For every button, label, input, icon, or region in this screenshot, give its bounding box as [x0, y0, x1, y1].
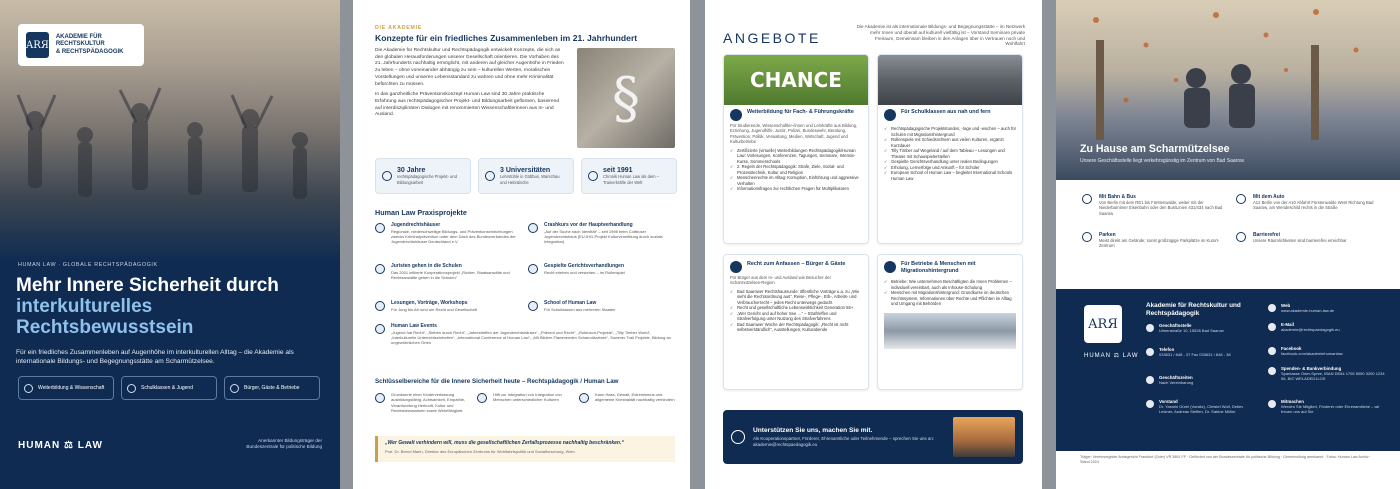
project-item: Crashkurs vor der Hauptverhandlung „Auf der Suche nach Identität“ – seit 1998 beim Cottbuser Jugendrechtshaus (EU-IHG-Projekt Kulturvermittlung durch soziale Integration)	[528, 222, 673, 245]
org-title: Akademie für Rechtskultur und Rechtspädagogik	[1146, 302, 1241, 317]
project-item: Lesungen, Vorträge, Workshops Für Jung bis Alt rund um Recht und Gesellschaft	[375, 300, 520, 312]
contact-board: Vorstand Dr. Yasmin Gürel (Vorsitz), Christel Wolf, Detlev Letzner, Andreas Steffen, Dr. Sabine Müller	[1146, 399, 1256, 414]
project-item: Juristen gehen in die Schulen Das 2001 initiierte Kooperationsprojekt „Richter, Staatsanwälte und Rechtsanwälte gehen in die Schulen“	[375, 263, 520, 280]
human-law-brand: HUMAN ⚖ LAW	[18, 440, 103, 451]
cover-headline: Mehr Innere Sicherheit durch	[16, 275, 279, 296]
chip-weiterbildung[interactable]: Weiterbildung & Wissenschaft	[18, 376, 114, 400]
cover-lead: Für ein friedliches Zusammenleben auf Augenhöhe im interkulturellen Alltag – die Akademie als internationale Bildungs- und Begegnungsstätte am Scharmützelsee.	[16, 349, 294, 365]
users-icon	[1146, 400, 1154, 408]
info-barrierefrei: Barrierefrei Unsere Räumlichkeiten sind barrierefrei erreichbar	[1236, 232, 1386, 243]
projects-title: Human Law Praxisprojekte	[375, 208, 467, 217]
contact-facebook[interactable]: Facebook facebook.com/akademiehumanlaw	[1268, 346, 1388, 356]
offers-title: ANGEBOTE	[723, 30, 821, 46]
project-item: Gespielte Gerichtsverhandlungen Recht erleben und verstehen – im Rollenspiel	[528, 263, 673, 275]
skating-image	[884, 313, 1016, 349]
autumn-leaves-illustration	[1056, 0, 1400, 140]
people-icon	[230, 384, 239, 393]
parking-icon	[1082, 232, 1092, 242]
school-icon	[127, 384, 136, 393]
graduation-icon	[730, 109, 742, 121]
clock-icon	[382, 171, 392, 181]
bank-icon	[1268, 367, 1276, 375]
chip-buerger[interactable]: Bürger, Gäste & Betriebe	[224, 376, 320, 400]
people-icon	[730, 261, 742, 273]
handshake-icon	[477, 393, 487, 403]
cover-kicker: HUMAN LAW · GLOBALE RECHTSPÄDAGOGIK	[18, 262, 158, 268]
offers-intro: Die Akademie ist als internationale Bildungs- und Begegnungsstätte – im Netzwerk mehr Innen und überall auf kulturell vielfältig ist – Vorstand Seminare private Freiraum, Gemeinsam bleiben in den Anlagen über in Vertrauen noch und Wohlfahrt	[856, 24, 1025, 47]
location-pin-icon	[1146, 324, 1154, 332]
academy-page	[353, 0, 690, 489]
mail-icon	[1268, 323, 1276, 331]
offer-card-weiterbildung[interactable]: CHANCE Weiterbildung für Fach- & Führungskräfte Für Studierende, Wissenschaftler-/innen und Lehrkräfte aus Bildung, Erziehung, Jugendhilfe, Justiz, Polizei, Bundeswehr, Beratung, Prävention, Politik, Verwaltung, Medien, Wirtschaft, Jugend und Kulturbetriebe ✓ Zertifizierte (virtuelle) Weiterbildungen Rechtspädagogik/Human Law: Vorlesungen, Konferenzen, Tagungen, Seminare, Intensiv-Kurse, Sommerschools ✓ 2. Regeln der Rechtspädagogik: Strafe, Ziele, Sozial- und Prozesstechnik, Kultur und Religion ✓ Menschenrechte im Alltag: Korruption, Einführung und aggressive Verhalten ✓ Informationsfragen zur rechtlichen Fragen für Multiplikatoren	[723, 54, 869, 244]
academy-logo[interactable]	[18, 24, 144, 66]
shield-icon	[579, 393, 589, 403]
facebook-icon	[1268, 347, 1276, 355]
info-parken: Parken Meist direkt am Gelände; sonst großzügige Parkplätze im Kurort-Zentrum	[1082, 232, 1232, 249]
contact-web[interactable]: Web www.akademie-human-law.de	[1268, 303, 1388, 313]
train-icon	[1082, 194, 1092, 204]
lake-couple-photo	[1056, 0, 1400, 180]
lightbulb-icon	[375, 301, 385, 311]
stat-years: 30 Jahre rechtspädagogische Projekt- und Bildungsarbeit	[375, 158, 471, 194]
users-icon	[375, 324, 385, 334]
school-icon	[884, 109, 896, 121]
section-kicker: DIE AKADEMIE	[375, 25, 423, 31]
chance-image: CHANCE	[724, 55, 868, 105]
house-icon	[375, 223, 385, 233]
contact-phone[interactable]: Telefon 033631 / 848 - 37 Fax 033631 / 848 - 38	[1146, 347, 1256, 357]
contact-email[interactable]: E-Mail akademie@rechtspaedagogik.eu	[1268, 322, 1388, 332]
heart-icon	[375, 393, 385, 403]
cover-page	[0, 0, 340, 489]
heart-icon	[731, 430, 745, 444]
location-title: Zu Hause am Scharmützelsee	[1080, 143, 1230, 155]
support-banner[interactable]: Unterstützen Sie uns, machen Sie mit. Als Kooperationspartner, Förderer, Ehrenamtliche oder Teilnehmende – sprechen Sie uns an: akademie@rechtspaedagogik.eu	[723, 410, 1023, 464]
location-subtitle: Unsere Geschäftsstelle liegt verkehrsgünstig im Zentrum von Bad Saarow.	[1080, 158, 1245, 164]
sunset-image	[953, 417, 1015, 457]
handshake-icon	[1268, 400, 1276, 408]
footer-brand: HUMAN ⚖ LAW	[1084, 353, 1139, 359]
key-area: Kann Hass, Gewalt, Extremismus und allgemeine Kriminalität nachhaltig verhindern	[579, 392, 675, 403]
offers-page	[705, 0, 1042, 489]
stat-universities: 3 Universitäten Lehrstühle in Göttbus, Warschau und Hebräische	[478, 158, 574, 194]
info-auto: Mit dem Auto A12 Berlin von der A10 Abfahrt Fürstenwalde West Richtung Bad Saarow, am Wendeschild rechts in die Straße	[1236, 194, 1386, 211]
contact-join: Mitmachen Werden Sie Mitglied, Förderer oder Ehrenamtliche – wir freuen uns auf Sie	[1268, 399, 1388, 414]
classroom-image	[878, 55, 1022, 105]
key-area: Grundwerte einer Kinderverfassung ausbildungsfähig, Achtsamkeit, Empathie, Verantwortung Herkunft, Kultur und Rechtsbewusstsein sowie Wehrfähigkeit.	[375, 392, 467, 414]
scale-icon	[375, 264, 385, 274]
offer-card-betriebe[interactable]: Für Betriebe & Menschen mit Migrationshintergrund ✓ Betriebe: Wie unternehmen Beschäftigten die Innen Problemen – individuell vereinbart, auch als Inhouse-Schulung ✓ Menschen mit Migrationshintergrund: Grundkurse im deutschen Rechtssystem, Informationen über Rechte und Pflichten im Alltag und Umgang mit Behörden	[877, 254, 1023, 390]
intro-text: Die Akademie für Rechtskultur und Rechtspädagogik entwickelt Konzepte, die sich an den globalen Herausforderungen unserer Gesellschaft orientieren. Die Vorhaben des 21. Jahrhunderts nachhaltig ermöglicht, mit anderen auf gleicher Augenhöhe in Frieden zu leben – ohne voneinander abhängig zu sein – kulturellen Werten, moralischen Vorstellungen und unseren Lebensstandard zu wahren und ohne mehr Kriminalität befürchten zu müssen. In das ganzheitliche Präventionskonzept Human Law sind 30 Jahre praktische Erfahrung aus rechtspädagogischer Projekt- und Bildungsarbeit geflossen, basierend auf interdisziplinären Dialogen mit renommierten Wissenschaftlerinnen aus In- und Ausland.	[375, 48, 564, 118]
cover-headline-highlight: interkulturelles Rechtsbewusstsein	[16, 296, 194, 338]
globe-icon	[1268, 304, 1276, 312]
section-title: Konzepte für ein friedliches Zusammenleben im 21. Jahrhundert	[375, 33, 638, 43]
book-icon	[528, 301, 538, 311]
quote-box: „Wer Gewalt verhindern will, muss die gesellschaftlichen Zerfallsprozesse nachhaltig beschränken.“ Prof. Dr. Bernd Marin, Direktor des Europäischen Zentrums für Wohlfahrtspolitik und Sozialforschung, Wien	[375, 436, 675, 462]
contact-footer	[1056, 289, 1400, 451]
contact-hours: Geschäftszeiten Nach Vereinbarung	[1146, 375, 1256, 385]
key-areas-title: Schlüsselbereiche für die Innere Sicherheit heute – Rechtspädagogik / Human Law	[375, 378, 619, 385]
project-item: School of Human Law Für Schulklassen aus mehreren Staaten	[528, 300, 673, 312]
contact-address: Geschäftsstelle Ulmenstraße 10, 15526 Bad Saarow	[1146, 323, 1256, 333]
offer-card-schulklassen[interactable]: Für Schulklassen aus nah und fern ✓ Rechtspädagogische Projektstunden, -tage und -wochen – auch für Schulen mit Migrationshintergrund ✓ Rollenspiele mit Schiedsrichtern aus vielen Kulturen, ergänzt Kurzdauer ✓ Tilly Timber auf Wegeland / auf dem Tableau – Lesungen und Theater mit Schauspielerstellen ✓ Gespielte Gerichtsverhandlung unter realen Bedingungen ✓ Erholung, Lernerfolge und Ankunft – für Schüler ✓ European School of Human Law – begleitet International Schools Human Law	[877, 54, 1023, 244]
graduation-icon	[24, 384, 33, 393]
flag-icon	[528, 223, 538, 233]
logo-mark: ARЯ	[26, 32, 49, 58]
globe-icon	[485, 171, 495, 181]
key-area: Hilft zur Integration von Integration von Menschen unterschiedlicher Kulturen	[477, 392, 569, 403]
chip-schulklassen[interactable]: Schulklassen & Jugend	[121, 376, 217, 400]
gavel-icon	[528, 264, 538, 274]
paragraph-sign-image: §	[577, 48, 675, 148]
offer-card-buerger[interactable]: Recht zum Anfassen – Bürger & Gäste Für Bürger aus dem In- und Ausland wie Besucher der Scharmützelsee-Region ✓ Bad Saarower Rechtshausrunde: öffentliche Vorträge u.a. zu „Wie sieht die Rechtsordnung aus“, Reise-, Pflege-, Erb-, Arbeits- und Verbraucherrecht – jedes Recht unterwegs gedacht ✓ Recht und gesellschaftliche Lebenswirklichkeit Generation 55+ ✓ „Wer Gericht und auf hoher See …“ – Straftreffen und Strafverfolgung unter Nutzung des Strafverfahrens ✓ Bad Saarower Woche der Rechtspädagogik: „Recht ist nicht selbstverständlich“, Ausstellungen, Kulturabende	[723, 254, 869, 390]
contact-bank: Spenden- & Bankverbindung Sparkasse Oder-Spree, IBAN DE84 1705 5050 3200 1234 56, BIC WELADED1LOS	[1268, 366, 1388, 381]
clock-icon	[1146, 376, 1154, 384]
stat-since: seit 1991 Chronik Human Law als dem – Trainerkräfte der Welt	[581, 158, 677, 194]
location-page	[1056, 0, 1400, 489]
footer-logo: ARЯ	[1084, 305, 1122, 343]
cover-footer: Anerkannter Bildungsträger der Bundeszentrale für politische Bildung	[246, 438, 322, 449]
briefcase-icon	[884, 261, 896, 273]
logo-text: AKADEMIE FÜR RECHTSKULTUR & RECHTSPÄDAGOGIK	[55, 33, 124, 55]
legal-footnote: Träger: Vereinsregister Amtsgericht Frankfurt (Oder) VR 3891 FF · Gefördert von der Bundeszentrale für politische Bildung · Gemeinnützig anerkannt · Fotos: Human Law Archiv · Stand 2024	[1080, 455, 1371, 464]
info-bahn-bus: Mit Bahn & Bus Von Berlin mit dem RE1 bis Fürstenwalde, weiter mit der Niederbarnimer Eisenbahn oder den Bus/Linien 431/434 nach Bad Saarow	[1082, 194, 1232, 216]
accessibility-icon	[1236, 232, 1246, 242]
project-item: Human Law Events „Jugend hat Recht“, „Sieben durch Recht“, „Jahrestreffen der Jugendrechtshäuser“, „Prävent und Recht“, „Robinson-Projekte“, „Tilly Timber World“, „Interkulturelle Unterrichtseinheiten“, „International Conference of Human Law“, „Mit Bildern Flammenden Scharmützelsee“, Summer Trail Projekte, Bildung an ungewöhnlichen Orten	[375, 323, 675, 346]
project-item: Jugendrechtshäuser Regionale, niederschwellige Bildungs- und Präventionseinrichtungen zwecks Kriminalprävention unter dem Dach des Bundesverbandes der Jugendrechtshäuser Deutschland e.V.	[375, 222, 520, 245]
car-icon	[1236, 194, 1246, 204]
calendar-icon	[588, 171, 598, 181]
phone-icon	[1146, 348, 1154, 356]
